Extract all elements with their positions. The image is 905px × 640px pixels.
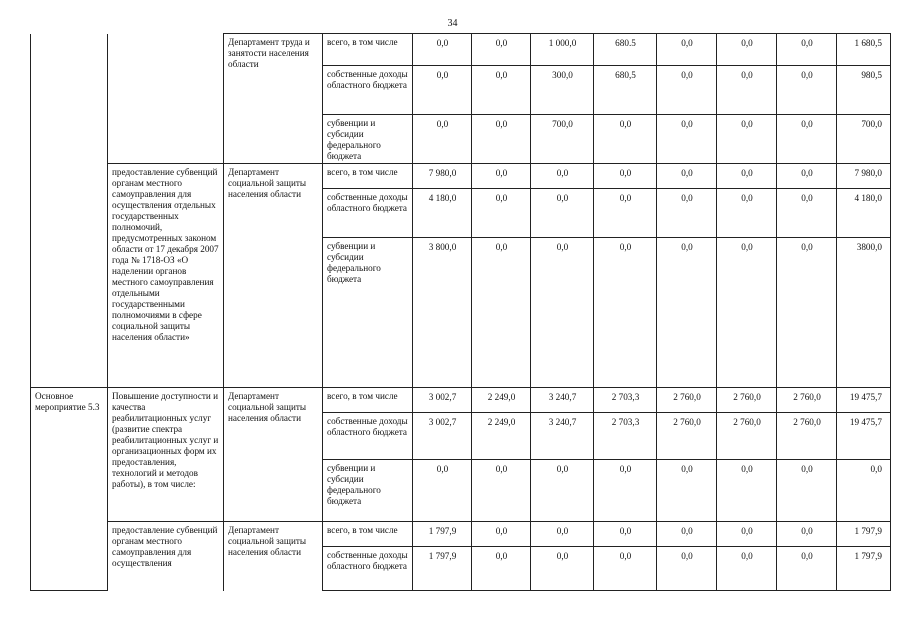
year-value: 0,0 — [777, 34, 837, 66]
year-value: 2 703,3 — [594, 413, 657, 460]
year-value: 0,0 — [717, 34, 777, 66]
year-value: 3 002,7 — [413, 388, 472, 413]
year-value: 0,0 — [413, 460, 472, 522]
year-value: 0,0 — [594, 547, 657, 591]
year-value: 0,0 — [657, 189, 717, 238]
year-value: 0,0 — [777, 522, 837, 547]
year-value: 0,0 — [717, 460, 777, 522]
year-value: 0,0 — [717, 522, 777, 547]
year-value: 2 760,0 — [717, 413, 777, 460]
measure-description: предоставление субвенций органам местного самоуправления для осуществления отдельных государственных полномочий, предусмотренных законом области от 17 декабря 2007 года № 1718-ОЗ «О наделении органов местного самоуправления отдельными государственными полномочиями в сфере социальной защиты населения области» — [108, 164, 224, 388]
empty-cell — [31, 164, 108, 388]
table-row — [31, 388, 891, 413]
year-value: 2 760,0 — [777, 413, 837, 460]
year-value: 0,0 — [777, 238, 837, 388]
year-value: 0,0 — [472, 238, 531, 388]
funding-source: собственные доходы областного бюджета — [323, 66, 413, 115]
year-value: 2 703,3 — [594, 388, 657, 413]
total-value: 700,0 — [837, 115, 891, 164]
year-value: 0,0 — [413, 34, 472, 66]
year-value: 0,0 — [717, 238, 777, 388]
year-value: 0,0 — [472, 164, 531, 189]
year-value: 700,0 — [531, 115, 594, 164]
funding-source: субвенции и субсидии федерального бюджета — [323, 115, 413, 164]
year-value: 3 240,7 — [531, 388, 594, 413]
year-value: 0,0 — [777, 115, 837, 164]
year-value: 0,0 — [657, 238, 717, 388]
year-value: 0,0 — [657, 115, 717, 164]
budget-table — [30, 33, 891, 591]
year-value: 0,0 — [531, 547, 594, 591]
year-value: 0,0 — [472, 189, 531, 238]
year-value: 0,0 — [472, 66, 531, 115]
funding-source: субвенции и субсидии федерального бюджета — [323, 238, 413, 388]
year-value: 0,0 — [594, 238, 657, 388]
funding-source: собственные доходы областного бюджета — [323, 547, 413, 591]
year-value: 1 797,9 — [413, 522, 472, 547]
year-value: 2 760,0 — [717, 388, 777, 413]
year-value: 0,0 — [594, 189, 657, 238]
year-value: 0,0 — [594, 460, 657, 522]
year-value: 0,0 — [594, 115, 657, 164]
total-value: 19 475,7 — [837, 413, 891, 460]
year-value: 0,0 — [657, 460, 717, 522]
empty-cell — [31, 34, 108, 164]
year-value: 680.5 — [594, 34, 657, 66]
empty-cell — [108, 34, 224, 164]
year-value: 3 002,7 — [413, 413, 472, 460]
year-value: 0,0 — [472, 34, 531, 66]
total-value: 1 797,9 — [837, 547, 891, 591]
year-value: 0,0 — [777, 189, 837, 238]
year-value: 0,0 — [777, 164, 837, 189]
year-value: 0,0 — [413, 115, 472, 164]
year-value: 0,0 — [657, 34, 717, 66]
year-value: 680,5 — [594, 66, 657, 115]
year-value: 3 240,7 — [531, 413, 594, 460]
year-value: 2 249,0 — [472, 388, 531, 413]
year-value: 0,0 — [531, 238, 594, 388]
year-value: 3 800,0 — [413, 238, 472, 388]
year-value: 0,0 — [594, 522, 657, 547]
year-value: 0,0 — [657, 66, 717, 115]
year-value: 0,0 — [657, 522, 717, 547]
year-value: 0,0 — [472, 115, 531, 164]
funding-source: всего, в том числе — [323, 34, 413, 66]
year-value: 4 180,0 — [413, 189, 472, 238]
measure-description: Повышение доступности и качества реабилитационных услуг (развитие спектра реабилитационных услуг и организационных форм их предоставления, технологий и методов работы), в том числе: — [108, 388, 224, 522]
year-value: 1 000,0 — [531, 34, 594, 66]
year-value: 7 980,0 — [413, 164, 472, 189]
page-number: 34 — [447, 18, 458, 29]
department-cell: Департамент социальной защиты населения области — [224, 388, 323, 522]
year-value: 2 760,0 — [777, 388, 837, 413]
year-value: 0,0 — [777, 460, 837, 522]
year-value: 2 760,0 — [657, 388, 717, 413]
department-cell: Департамент труда и занятости населения области — [224, 34, 323, 164]
total-value: 1 680,5 — [837, 34, 891, 66]
funding-source: всего, в том числе — [323, 388, 413, 413]
year-value: 1 797,9 — [413, 547, 472, 591]
total-value: 4 180,0 — [837, 189, 891, 238]
total-value: 7 980,0 — [837, 164, 891, 189]
year-value: 300,0 — [531, 66, 594, 115]
event-name: Основное мероприятие 5.3 — [31, 388, 108, 591]
year-value: 0,0 — [594, 164, 657, 189]
total-value: 1 797,9 — [837, 522, 891, 547]
year-value: 2 760,0 — [657, 413, 717, 460]
year-value: 0,0 — [531, 522, 594, 547]
funding-source: всего, в том числе — [323, 522, 413, 547]
funding-source: собственные доходы областного бюджета — [323, 413, 413, 460]
year-value: 0,0 — [777, 547, 837, 591]
year-value: 0,0 — [531, 164, 594, 189]
year-value: 0,0 — [657, 164, 717, 189]
funding-source: всего, в том числе — [323, 164, 413, 189]
year-value: 0,0 — [717, 547, 777, 591]
department-cell: Департамент социальной защиты населения области — [224, 164, 323, 388]
table-row — [31, 164, 891, 189]
year-value: 0,0 — [777, 66, 837, 115]
table-row — [31, 34, 891, 66]
total-value: 3800,0 — [837, 238, 891, 388]
year-value: 2 249,0 — [472, 413, 531, 460]
measure-description: предоставление субвенций органам местного самоуправления для осуществления — [108, 522, 224, 591]
year-value: 0,0 — [531, 189, 594, 238]
year-value: 0,0 — [472, 460, 531, 522]
year-value: 0,0 — [717, 66, 777, 115]
year-value: 0,0 — [472, 547, 531, 591]
funding-source: субвенции и субсидии федерального бюджета — [323, 460, 413, 522]
year-value: 0,0 — [472, 522, 531, 547]
year-value: 0,0 — [717, 164, 777, 189]
year-value: 0,0 — [717, 115, 777, 164]
total-value: 19 475,7 — [837, 388, 891, 413]
funding-source: собственные доходы областного бюджета — [323, 189, 413, 238]
total-value: 980,5 — [837, 66, 891, 115]
department-cell: Департамент социальной защиты населения области — [224, 522, 323, 591]
year-value: 0,0 — [531, 460, 594, 522]
year-value: 0,0 — [717, 189, 777, 238]
year-value: 0,0 — [657, 547, 717, 591]
total-value: 0,0 — [837, 460, 891, 522]
table-row — [31, 522, 891, 547]
year-value: 0,0 — [413, 66, 472, 115]
